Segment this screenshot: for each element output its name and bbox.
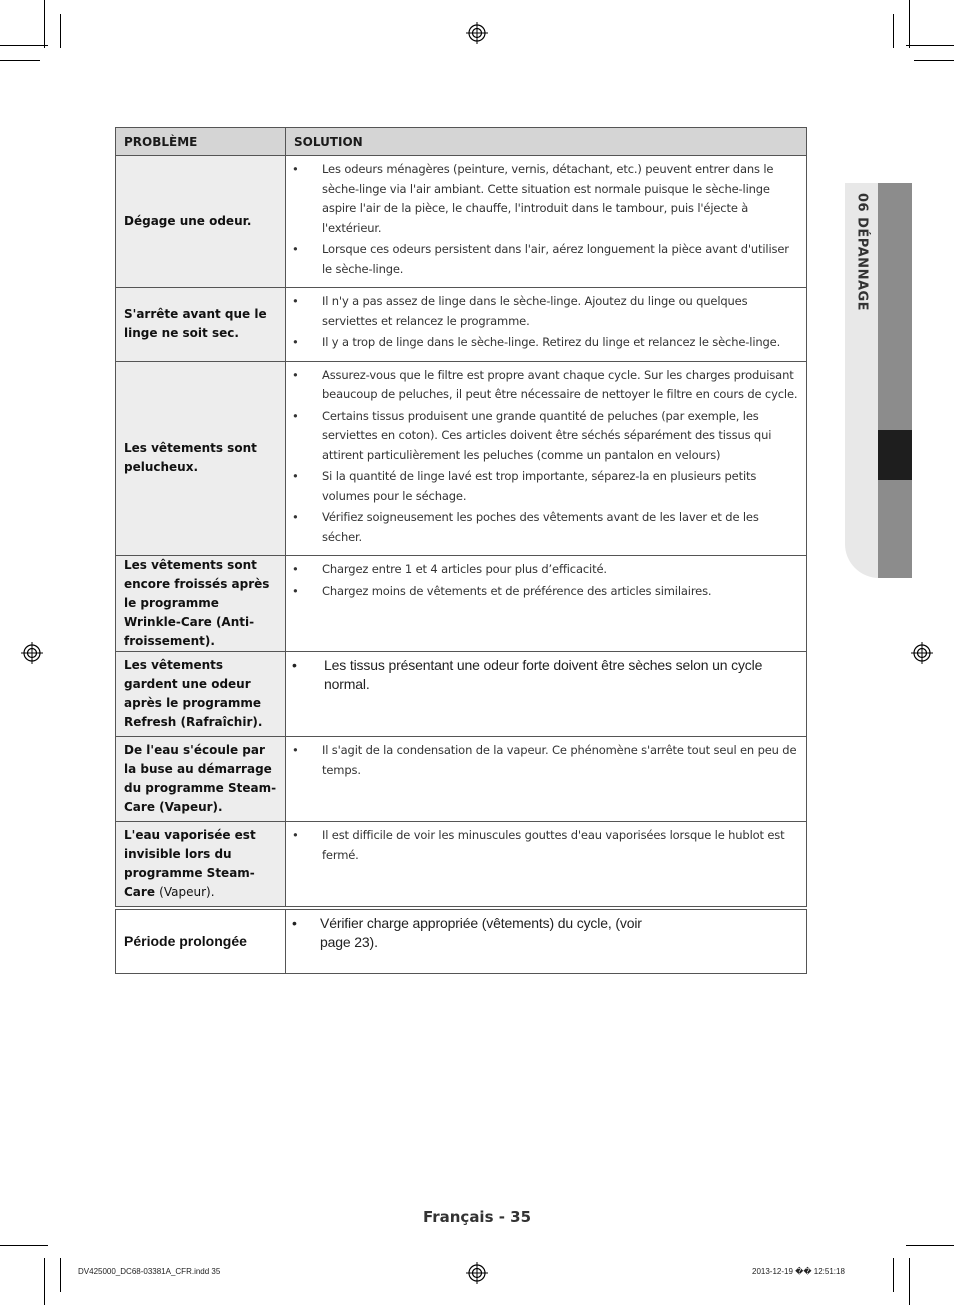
bullet-icon: • xyxy=(292,367,299,382)
bullet-icon: • xyxy=(292,743,299,757)
bullet-icon: • xyxy=(292,657,297,673)
solution-item: • Il n'y a pas assez de linge dans le sèche-linge. Ajoutez du linge ou quelques serviettes et relancez le programme. xyxy=(292,294,748,328)
side-tab-strip xyxy=(878,183,912,578)
solution-item: • Chargez moins de vêtements et de préférence des articles similaires. xyxy=(292,582,798,602)
side-tab-marker xyxy=(878,430,912,480)
solution-item: • Vérifier charge appropriée (vêtements) du cycle, (voir page 23). xyxy=(292,915,642,950)
crop-mark xyxy=(909,0,910,48)
crop-mark xyxy=(44,1258,45,1305)
table-row xyxy=(116,556,807,652)
solution-cell xyxy=(286,556,807,652)
table-row xyxy=(116,910,807,974)
problem-cell: De l'eau s'écoule par la buse au démarrage du programme Steam-Care (Vapeur). xyxy=(116,737,286,822)
problem-suffix: (Vapeur). xyxy=(159,885,215,899)
crop-mark xyxy=(0,45,48,46)
problem-cell: Dégage une odeur. xyxy=(116,156,286,288)
header-solution: SOLUTION xyxy=(286,128,807,156)
solution-cell xyxy=(286,737,807,822)
table-header-row xyxy=(116,128,807,156)
problem-cell: Les vêtements gardent une odeur après le programme Refresh (Rafraîchir). xyxy=(116,652,286,737)
bullet-icon: • xyxy=(292,469,299,483)
registration-mark-icon xyxy=(466,22,488,44)
solution-cell xyxy=(286,652,807,737)
table-row xyxy=(116,822,807,907)
table-row xyxy=(116,652,807,737)
solution-item: • Les tissus présentant une odeur forte doivent être sèches selon un cycle normal. xyxy=(292,657,763,692)
crop-mark xyxy=(0,60,40,61)
solution-item: • Chargez entre 1 et 4 articles pour plus d’efficacité. xyxy=(292,560,798,580)
bullet-icon: • xyxy=(292,583,299,598)
crop-mark xyxy=(60,1258,61,1292)
page-number: Français - 35 xyxy=(422,1208,532,1226)
troubleshooting-table xyxy=(115,127,807,974)
bullet-icon: • xyxy=(292,294,299,308)
crop-mark xyxy=(44,0,45,48)
table-row xyxy=(116,156,807,288)
bullet-icon: • xyxy=(292,562,299,576)
crop-mark xyxy=(906,45,954,46)
problem-cell xyxy=(116,822,286,907)
table-row xyxy=(116,288,807,362)
solution-cell xyxy=(286,822,807,907)
table-row xyxy=(116,361,807,556)
crop-mark xyxy=(893,1258,894,1292)
print-slug-file: DV425000_DC68-03381A_CFR.indd 35 xyxy=(78,1267,221,1276)
bullet-icon: • xyxy=(292,510,299,524)
table-row xyxy=(116,737,807,822)
bullet-icon: • xyxy=(292,335,299,349)
solution-item: • Il y a trop de linge dans le sèche-linge. Retirez du linge et relancez le sèche-linge. xyxy=(292,333,798,353)
problem-cell: S'arrête avant que le linge ne soit sec. xyxy=(116,288,286,362)
registration-mark-icon xyxy=(466,1262,488,1284)
crop-mark xyxy=(0,1245,48,1246)
crop-mark xyxy=(60,14,61,48)
solution-cell xyxy=(286,910,807,974)
bullet-icon: • xyxy=(292,915,297,931)
bullet-icon: • xyxy=(292,242,299,256)
solution-item: • Si la quantité de linge lavé est trop importante, séparez-la en plusieurs petits volumes pour le séchage. xyxy=(292,469,757,503)
solution-item: • Vérifiez soigneusement les poches des vêtements avant de les laver et de les sécher. xyxy=(292,510,759,544)
chapter-side-tab xyxy=(845,183,912,578)
bullet-icon: • xyxy=(292,162,299,176)
header-problem: PROBLÈME xyxy=(116,128,286,156)
bullet-icon: • xyxy=(292,408,299,423)
solution-item: • Assurez-vous que le filtre est propre avant chaque cycle. Sur les charges produisant beaucoup de peluches, il peut être nécessaire de nettoyer le filtre en cours de cycle. xyxy=(292,367,798,401)
registration-mark-icon xyxy=(911,642,933,664)
registration-mark-icon xyxy=(21,642,43,664)
solution-cell xyxy=(286,361,807,556)
solution-item: • Lorsque ces odeurs persistent dans l'air, aérez longuement la pièce avant d'utiliser le sèche-linge. xyxy=(292,242,789,276)
solution-item: • Il est difficile de voir les minuscules gouttes d'eau vaporisées lorsque le hublot est fermé. xyxy=(292,828,785,862)
crop-mark xyxy=(893,14,894,48)
bullet-icon: • xyxy=(292,828,299,842)
problem-text: L'eau vaporisée est invisible lors du programme Steam-Care xyxy=(124,828,256,899)
crop-mark xyxy=(906,1245,954,1246)
solution-item: • Certains tissus produisent une grande quantité de peluches (par exemple, les serviettes en coton). Ces articles doivent être séchés séparément des tissus qui attirent particulièrement les peluches (comme un pantalon en velours) xyxy=(292,408,772,462)
crop-mark xyxy=(909,1258,910,1305)
solution-item: • Les odeurs ménagères (peinture, vernis, détachant, etc.) peuvent entrer dans le sèche-linge via l'air ambiant. Cette situation est normale puisque le sèche-linge aspire l'air de la pièce, le chauffe, l'introduit dans le tambour, puis l'éjecte à l'extérieur. xyxy=(292,162,774,235)
crop-mark xyxy=(914,60,954,61)
problem-cell: Période prolongée xyxy=(116,910,286,974)
problem-cell: Les vêtements sont encore froissés après le programme Wrinkle-Care (Anti-froissement). xyxy=(116,556,286,652)
solution-cell xyxy=(286,288,807,362)
print-slug-date: 2013-12-19 �� 12:51:18 xyxy=(752,1267,845,1276)
solution-item: • Il s'agit de la condensation de la vapeur. Ce phénomène s'arrête tout seul en peu de temps. xyxy=(292,743,797,777)
solution-cell xyxy=(286,156,807,288)
problem-cell: Les vêtements sont pelucheux. xyxy=(116,361,286,556)
chapter-label: 06 DÉPANNAGE xyxy=(854,193,870,312)
